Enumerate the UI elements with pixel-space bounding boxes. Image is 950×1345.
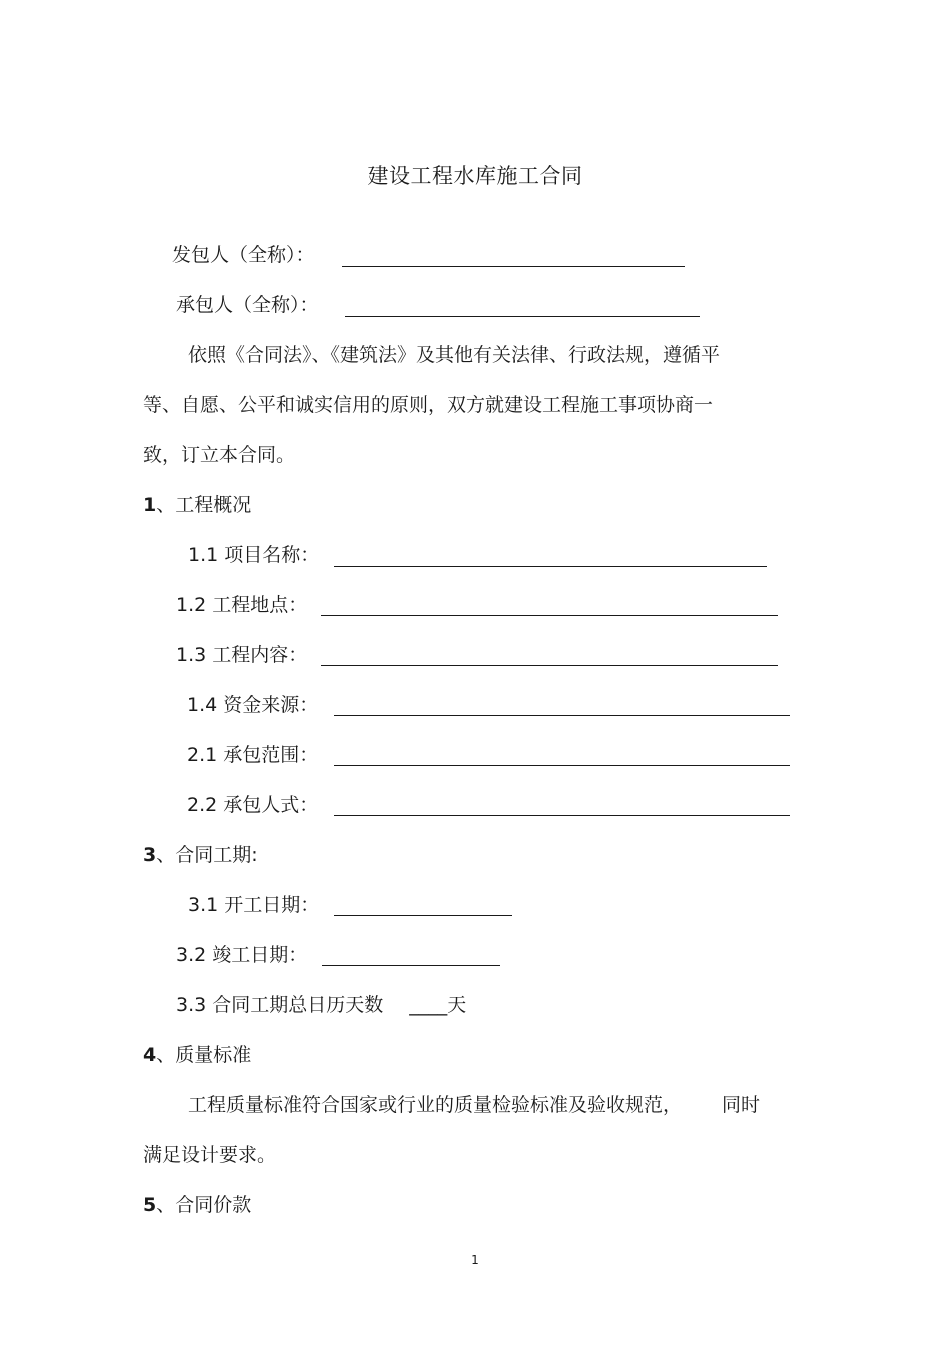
employer-name-blank bbox=[342, 266, 685, 267]
item-1-4-label: 1.4 资金来源： bbox=[187, 694, 319, 716]
start-date-blank bbox=[334, 915, 512, 916]
section-4-heading bbox=[143, 1043, 251, 1067]
section-4-number: 4 bbox=[143, 1044, 157, 1066]
section-5-heading bbox=[143, 1193, 251, 1217]
quality-text-part-a: 工程质量标准符合国家或行业的质量检验标准及验收规范， bbox=[188, 1094, 683, 1116]
section-1-heading bbox=[143, 493, 251, 517]
total-days-row bbox=[176, 993, 466, 1017]
quality-text-line-1 bbox=[188, 1093, 760, 1117]
section-1-number: 1 bbox=[143, 494, 157, 516]
employer-label: 发包人（全称）： bbox=[172, 244, 315, 266]
quality-text-line-2: 满足设计要求。 bbox=[143, 1144, 277, 1166]
item-2-1-blank bbox=[334, 765, 790, 766]
section-3-heading bbox=[143, 843, 258, 867]
section-1-title: 、工程概况 bbox=[156, 494, 252, 516]
quality-text-part-b: 同时 bbox=[722, 1094, 761, 1116]
contractor-label: 承包人（全称）： bbox=[176, 294, 319, 316]
intro-line-1: 依照《合同法》、《建筑法》及其他有关法律、行政法规，遵循平 bbox=[188, 344, 721, 366]
contractor-name-blank bbox=[345, 316, 700, 317]
section-5-number: 5 bbox=[143, 1194, 157, 1216]
intro-line-2: 等、自愿、公平和诚实信用的原则，双方就建设工程施工事项协商一 bbox=[143, 394, 714, 416]
item-1-4-blank bbox=[334, 715, 790, 716]
end-date-label: 3.2 竣工日期： bbox=[176, 944, 308, 966]
intro-line-3: 致，订立本合同。 bbox=[143, 444, 296, 466]
item-2-2-blank bbox=[334, 815, 790, 816]
page-number: 1 bbox=[471, 1253, 479, 1267]
total-days-unit: 天 bbox=[447, 994, 467, 1016]
item-1-3-label: 1.3 工程内容： bbox=[176, 644, 308, 666]
item-1-1-label: 1.1 项目名称： bbox=[188, 544, 320, 566]
total-days-label: 3.3 合同工期总日历天数 bbox=[176, 994, 384, 1016]
start-date-label: 3.1 开工日期： bbox=[188, 894, 320, 916]
total-days-blank: ____ bbox=[409, 994, 448, 1016]
section-5-title: 、合同价款 bbox=[156, 1194, 252, 1216]
item-1-2-label: 1.2 工程地点： bbox=[176, 594, 308, 616]
section-3-title: 、合同工期: bbox=[156, 844, 258, 866]
item-2-2-label: 2.2 承包人式： bbox=[187, 794, 319, 816]
section-4-title: 、质量标准 bbox=[156, 1044, 252, 1066]
item-1-3-blank bbox=[321, 665, 778, 666]
end-date-blank bbox=[322, 965, 500, 966]
item-2-1-label: 2.1 承包范围： bbox=[187, 744, 319, 766]
item-1-1-blank bbox=[334, 566, 767, 567]
document-title: 建设工程水库施工合同 bbox=[367, 164, 583, 188]
item-1-2-blank bbox=[321, 615, 778, 616]
section-3-number: 3 bbox=[143, 844, 157, 866]
